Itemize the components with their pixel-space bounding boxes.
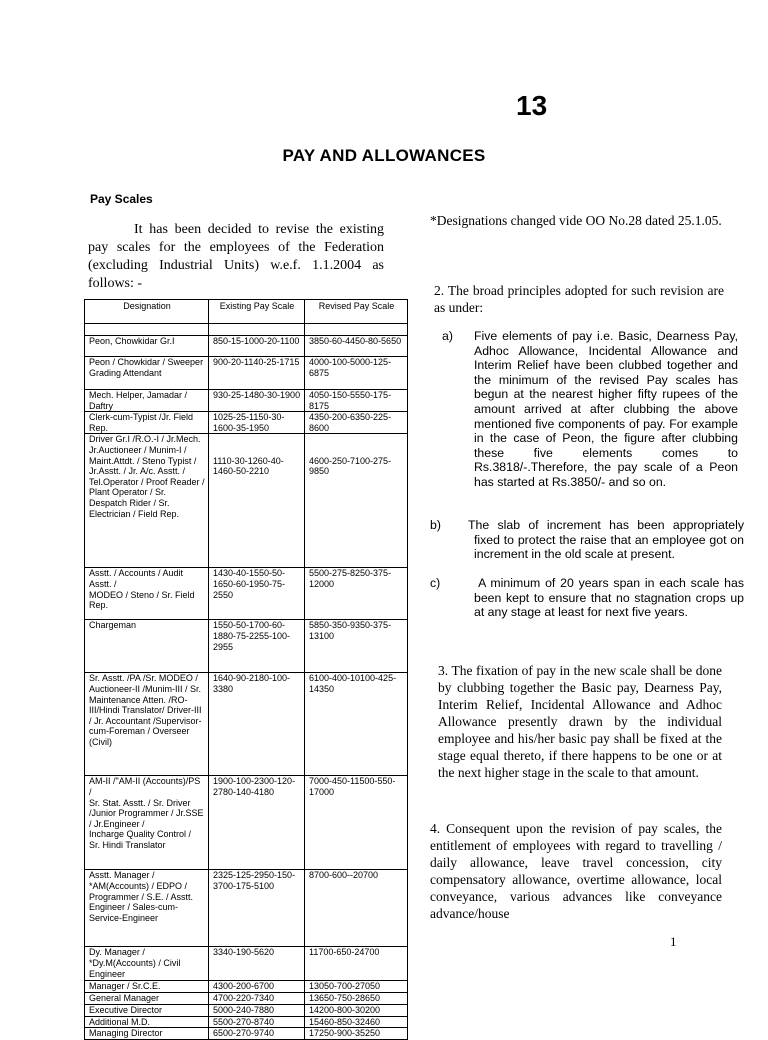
cell-designation: Peon, Chowkidar Gr.I — [85, 336, 209, 357]
table-row — [85, 620, 408, 673]
designation-note: *Designations changed vide OO No.28 dated 25.1.05. — [430, 213, 722, 228]
list-text: A minimum of 20 years span in each scale has been kept to ensure that no stagnation crops up at any stage at least for next five years. — [474, 576, 744, 620]
cell-designation: General Manager — [85, 992, 209, 1004]
cell-designation: Mech. Helper, Jamadar / Daftry — [85, 390, 209, 412]
cell-revised: 4600-250-7100-275-9850 — [305, 434, 408, 568]
cell-revised: 17250-900-35250 — [305, 1028, 408, 1040]
cell-revised: 11700-650-24700 — [305, 947, 408, 981]
cell-designation: Asstt. Manager / *AM(Accounts) / EDPO / Programmer / S.E. / Asstt. Engineer / Sales-cum-Service-Engineer — [85, 870, 209, 947]
cell-existing: 4300-200-6700 — [209, 981, 305, 993]
table-row — [85, 324, 408, 336]
cell-revised: 13050-700-27050 — [305, 981, 408, 993]
cell-existing: 1640-90-2180-100-3380 — [209, 673, 305, 776]
cell-revised: 4350-200-6350-225-8600 — [305, 412, 408, 434]
cell-designation: Dy. Manager / *Dy.M(Accounts) / Civil Engineer — [85, 947, 209, 981]
table-row — [85, 947, 408, 981]
table-row — [85, 776, 408, 870]
list-item — [442, 329, 738, 490]
cell-designation — [85, 324, 209, 336]
cell-existing: 1550-50-1700-60-1880-75-2255-100-2955 — [209, 620, 305, 673]
table-row — [85, 1028, 408, 1040]
cell-existing — [209, 324, 305, 336]
cell-revised: 5500-275-8250-375-12000 — [305, 568, 408, 620]
cell-existing: 930-25-1480-30-1900 — [209, 390, 305, 412]
cell-revised: 5850-350-9350-375-13100 — [305, 620, 408, 673]
intro-paragraph — [88, 221, 384, 293]
cell-designation: Sr. Asstt. /PA /Sr. MODEO / Auctioneer-II /Munim-III / Sr. Maintenance Atten. /RO-III/Hindi Translator/ Driver-III / Jr. Accountant /Supervisor-cum-Foreman / Overseer (Civil) — [85, 673, 209, 776]
paragraph-3: 3. The fixation of pay in the new scale shall be done by clubbing together the Basic pay, Dearness Pay, Interim Relief, Incidental Allowance and Adhoc Allowance presently drawn by the individual employee and his/her basic pay shall be fixed at the stage equal thereto, if there happens to be one or at the next higher stage in the scale to that amount. — [438, 663, 722, 780]
section-heading: Pay Scales — [90, 192, 153, 206]
list-item — [430, 518, 744, 562]
cell-designation: Chargeman — [85, 620, 209, 673]
header-designation: Designation — [85, 300, 209, 324]
cell-revised: 3850-60-4450-80-5650 — [305, 336, 408, 357]
cell-designation: Additional M.D. — [85, 1016, 209, 1028]
cell-revised — [305, 324, 408, 336]
table-row — [85, 434, 408, 568]
table-row — [85, 1016, 408, 1028]
cell-revised: 6100-400-10100-425-14350 — [305, 673, 408, 776]
table-row — [85, 568, 408, 620]
cell-existing: 900-20-1140-25-1715 — [209, 357, 305, 390]
list-item — [430, 576, 744, 620]
table-row — [85, 390, 408, 412]
cell-designation: Managing Director — [85, 1028, 209, 1040]
list-label: b) — [430, 518, 441, 532]
cell-existing: 5000-240-7880 — [209, 1004, 305, 1016]
paragraph-4: 4. Consequent upon the revision of pay scales, the entitlement of employees with regard to travelling / daily allowance, leave travel concession, city compensatory allowance, overtime allowance, local conveyance, various advances like conveyance advance/house — [430, 821, 722, 921]
cell-designation: Clerk-cum-Typist /Jr. Field Rep. — [85, 412, 209, 434]
cell-revised: 4050-150-5550-175-8175 — [305, 390, 408, 412]
cell-existing: 1900-100-2300-120-2780-140-4180 — [209, 776, 305, 870]
cell-existing: 2325-125-2950-150-3700-175-5100 — [209, 870, 305, 947]
cell-designation: Executive Director — [85, 1004, 209, 1016]
cell-existing: 5500-270-8740 — [209, 1016, 305, 1028]
table-row — [85, 673, 408, 776]
header-existing: Existing Pay Scale — [209, 300, 305, 324]
page-title: PAY AND ALLOWANCES — [282, 146, 486, 165]
cell-existing: 1110-30-1260-40-1460-50-2210 — [209, 434, 305, 568]
table-row — [85, 412, 408, 434]
table-row — [85, 1004, 408, 1016]
cell-existing: 1025-25-1150-30-1600-35-1950 — [209, 412, 305, 434]
table-row — [85, 981, 408, 993]
table-row — [85, 336, 408, 357]
cell-existing: 3340-190-5620 — [209, 947, 305, 981]
cell-revised: 8700-600--20700 — [305, 870, 408, 947]
cell-existing: 4700-220-7340 — [209, 992, 305, 1004]
cell-existing: 850-15-1000-20-1100 — [209, 336, 305, 357]
chapter-number: 13 — [516, 90, 548, 121]
cell-existing: 1430-40-1550-50-1650-60-1950-75-2550 — [209, 568, 305, 620]
cell-revised: 13650-750-28650 — [305, 992, 408, 1004]
cell-designation: Manager / Sr.C.E. — [85, 981, 209, 993]
cell-designation: Peon / Chowkidar / Sweeper Grading Attendant — [85, 357, 209, 390]
cell-revised: 14200-800-30200 — [305, 1004, 408, 1016]
cell-revised: 7000-450-11500-550-17000 — [305, 776, 408, 870]
intro-text: It has been decided to revise the existing pay scales for the employees of the Federation (excluding Industrial Units) w.e.f. 1.1.2004 as follows: - — [88, 222, 384, 291]
table-row — [85, 992, 408, 1004]
cell-designation: Asstt. / Accounts / Audit Asstt. / MODEO / Steno / Sr. Field Rep. — [85, 568, 209, 620]
cell-existing: 6500-270-9740 — [209, 1028, 305, 1040]
table-row — [85, 870, 408, 947]
list-label: a) — [442, 329, 453, 343]
cell-revised: 4000-100-5000-125-6875 — [305, 357, 408, 390]
list-label: c) — [430, 576, 441, 590]
cell-designation: Driver Gr.I /R.O.-I / Jr.Mech. Jr.Auctioneer / Munim-I / Maint.Attdt. / Steno Typist / Jr.Asstt. / Jr. A/c. Asstt. / Tel.Operator / Proof Reader / Plant Operator / Sr. Despatch Rider / Sr. Electrician / Field Rep. — [85, 434, 209, 568]
paragraph-2: 2. The broad principles adopted for such revision are as under: — [434, 283, 724, 315]
list-text: Five elements of pay i.e. Basic, Dearness Pay, Adhoc Allowance, Incidental Allowance and Interim Relief have been clubbed together and the minimum of the revised Pay scales has begun at the nearest higher fifty rupees of the amount arrived at after clubbing the above mentioned five components of pay. For example in the case of Peon, the figure after clubbing these five elements comes to Rs.3818/-.Therefore, the pay scale of a Peon has started at Rs.3850/- and so on. — [474, 329, 738, 489]
pay-scale-table — [84, 299, 408, 1040]
table-row — [85, 357, 408, 390]
header-revised: Revised Pay Scale — [305, 300, 408, 324]
cell-designation: AM-II /"AM-II (Accounts)/PS / Sr. Stat. Asstt. / Sr. Driver /Junior Programmer / Jr.SSE / Jr.Engineer / Incharge Quality Control / Sr. Hindi Translator — [85, 776, 209, 870]
cell-revised: 15460-850-32460 — [305, 1016, 408, 1028]
list-text: The slab of increment has been appropriately fixed to protect the raise that an employee got on increment in the old scale at present. — [468, 518, 744, 562]
page-number: 1 — [670, 934, 677, 949]
